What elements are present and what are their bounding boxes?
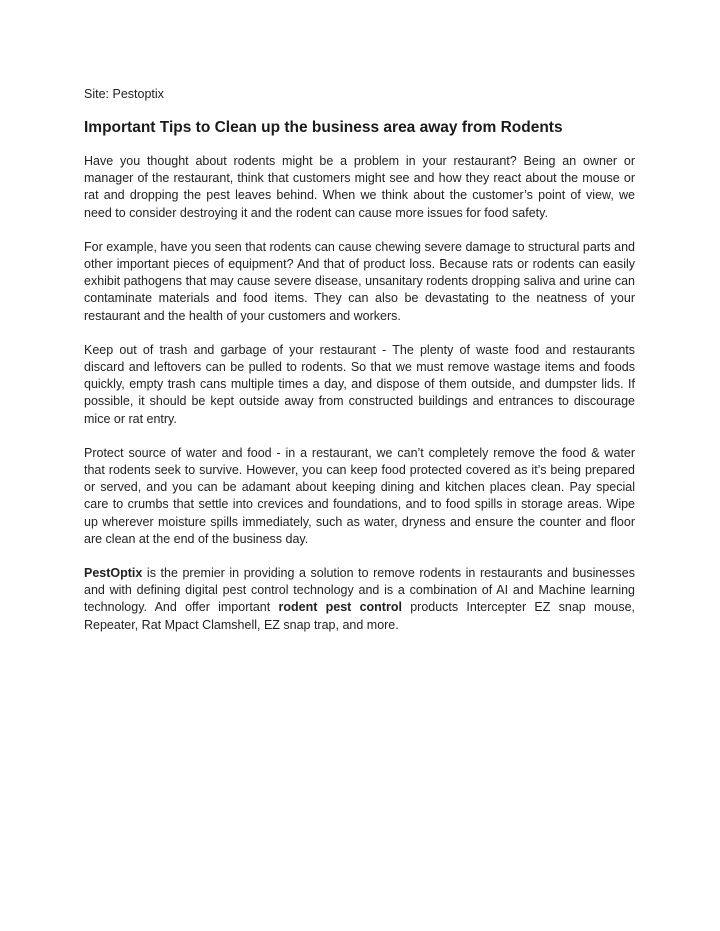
site-line: Site: Pestoptix xyxy=(84,87,164,101)
brand-name: PestOptix xyxy=(84,566,143,581)
paragraph-water-food: Protect source of water and food - in a restaurant, we can’t completely remove the food & water that rodents seek to survive. However, you can keep food protected covered as it’s being prepared or served, and you can be adamant about keeping dining and kitchen places clean. Pay special care to crumbs that settle into crevices and foundations, and to food spills in storage areas. Wipe up wherever moisture spills immediately, such as water, dryness and ensure the counter and floor are clean at the end of the business day. xyxy=(84,445,635,546)
paragraph-damage: For example, have you seen that rodents can cause chewing severe damage to structural parts and other important pieces of equipment? And that of product loss. Because rats or rodents can easily exhibit pathogens that may cause severe disease, unsanitary rodents dropping saliva and urine can contaminate materials and food items. They can also be devastating to the neatness of your restaurant and the health of your customers and workers. xyxy=(84,239,636,323)
page-title: Important Tips to Clean up the business area away from Rodents xyxy=(84,119,563,136)
paragraph-intro: Have you thought about rodents might be a problem in your restaurant? Being an owner or manager of the restaurant, think that customers might see and how they react about the mouse or rat and dropping the pest leaves behind. When we think about the customer’s point of view, we need to consider destroying it and the rodent can cause more issues for food safety. xyxy=(84,154,635,220)
keyword-highlight: rodent pest control xyxy=(278,600,402,615)
closing-text-part-1: is the premier in providing a solution to remove rodents in restaurants and businesses and with defining digital pest control technology and is a combination of AI and Machine learning technology. And offer important xyxy=(84,566,635,615)
paragraph-trash: Keep out of trash and garbage of your restaurant - The plenty of waste food and restaurants discard and leftovers can be pulled to rodents. So that we must remove wastage items and foods quickly, empty trash cans multiple times a day, and dispose of them outside, and dumpster lids. If possible, it should be kept outside away from constructed buildings and entrances to discourage mice or rat entry. xyxy=(84,342,635,426)
paragraph-closing xyxy=(84,565,635,634)
document-page xyxy=(84,86,635,651)
closing-text-part-2: products Intercepter EZ snap mouse, Repeater, Rat Mpact Clamshell, EZ snap trap, and more. xyxy=(84,600,635,632)
